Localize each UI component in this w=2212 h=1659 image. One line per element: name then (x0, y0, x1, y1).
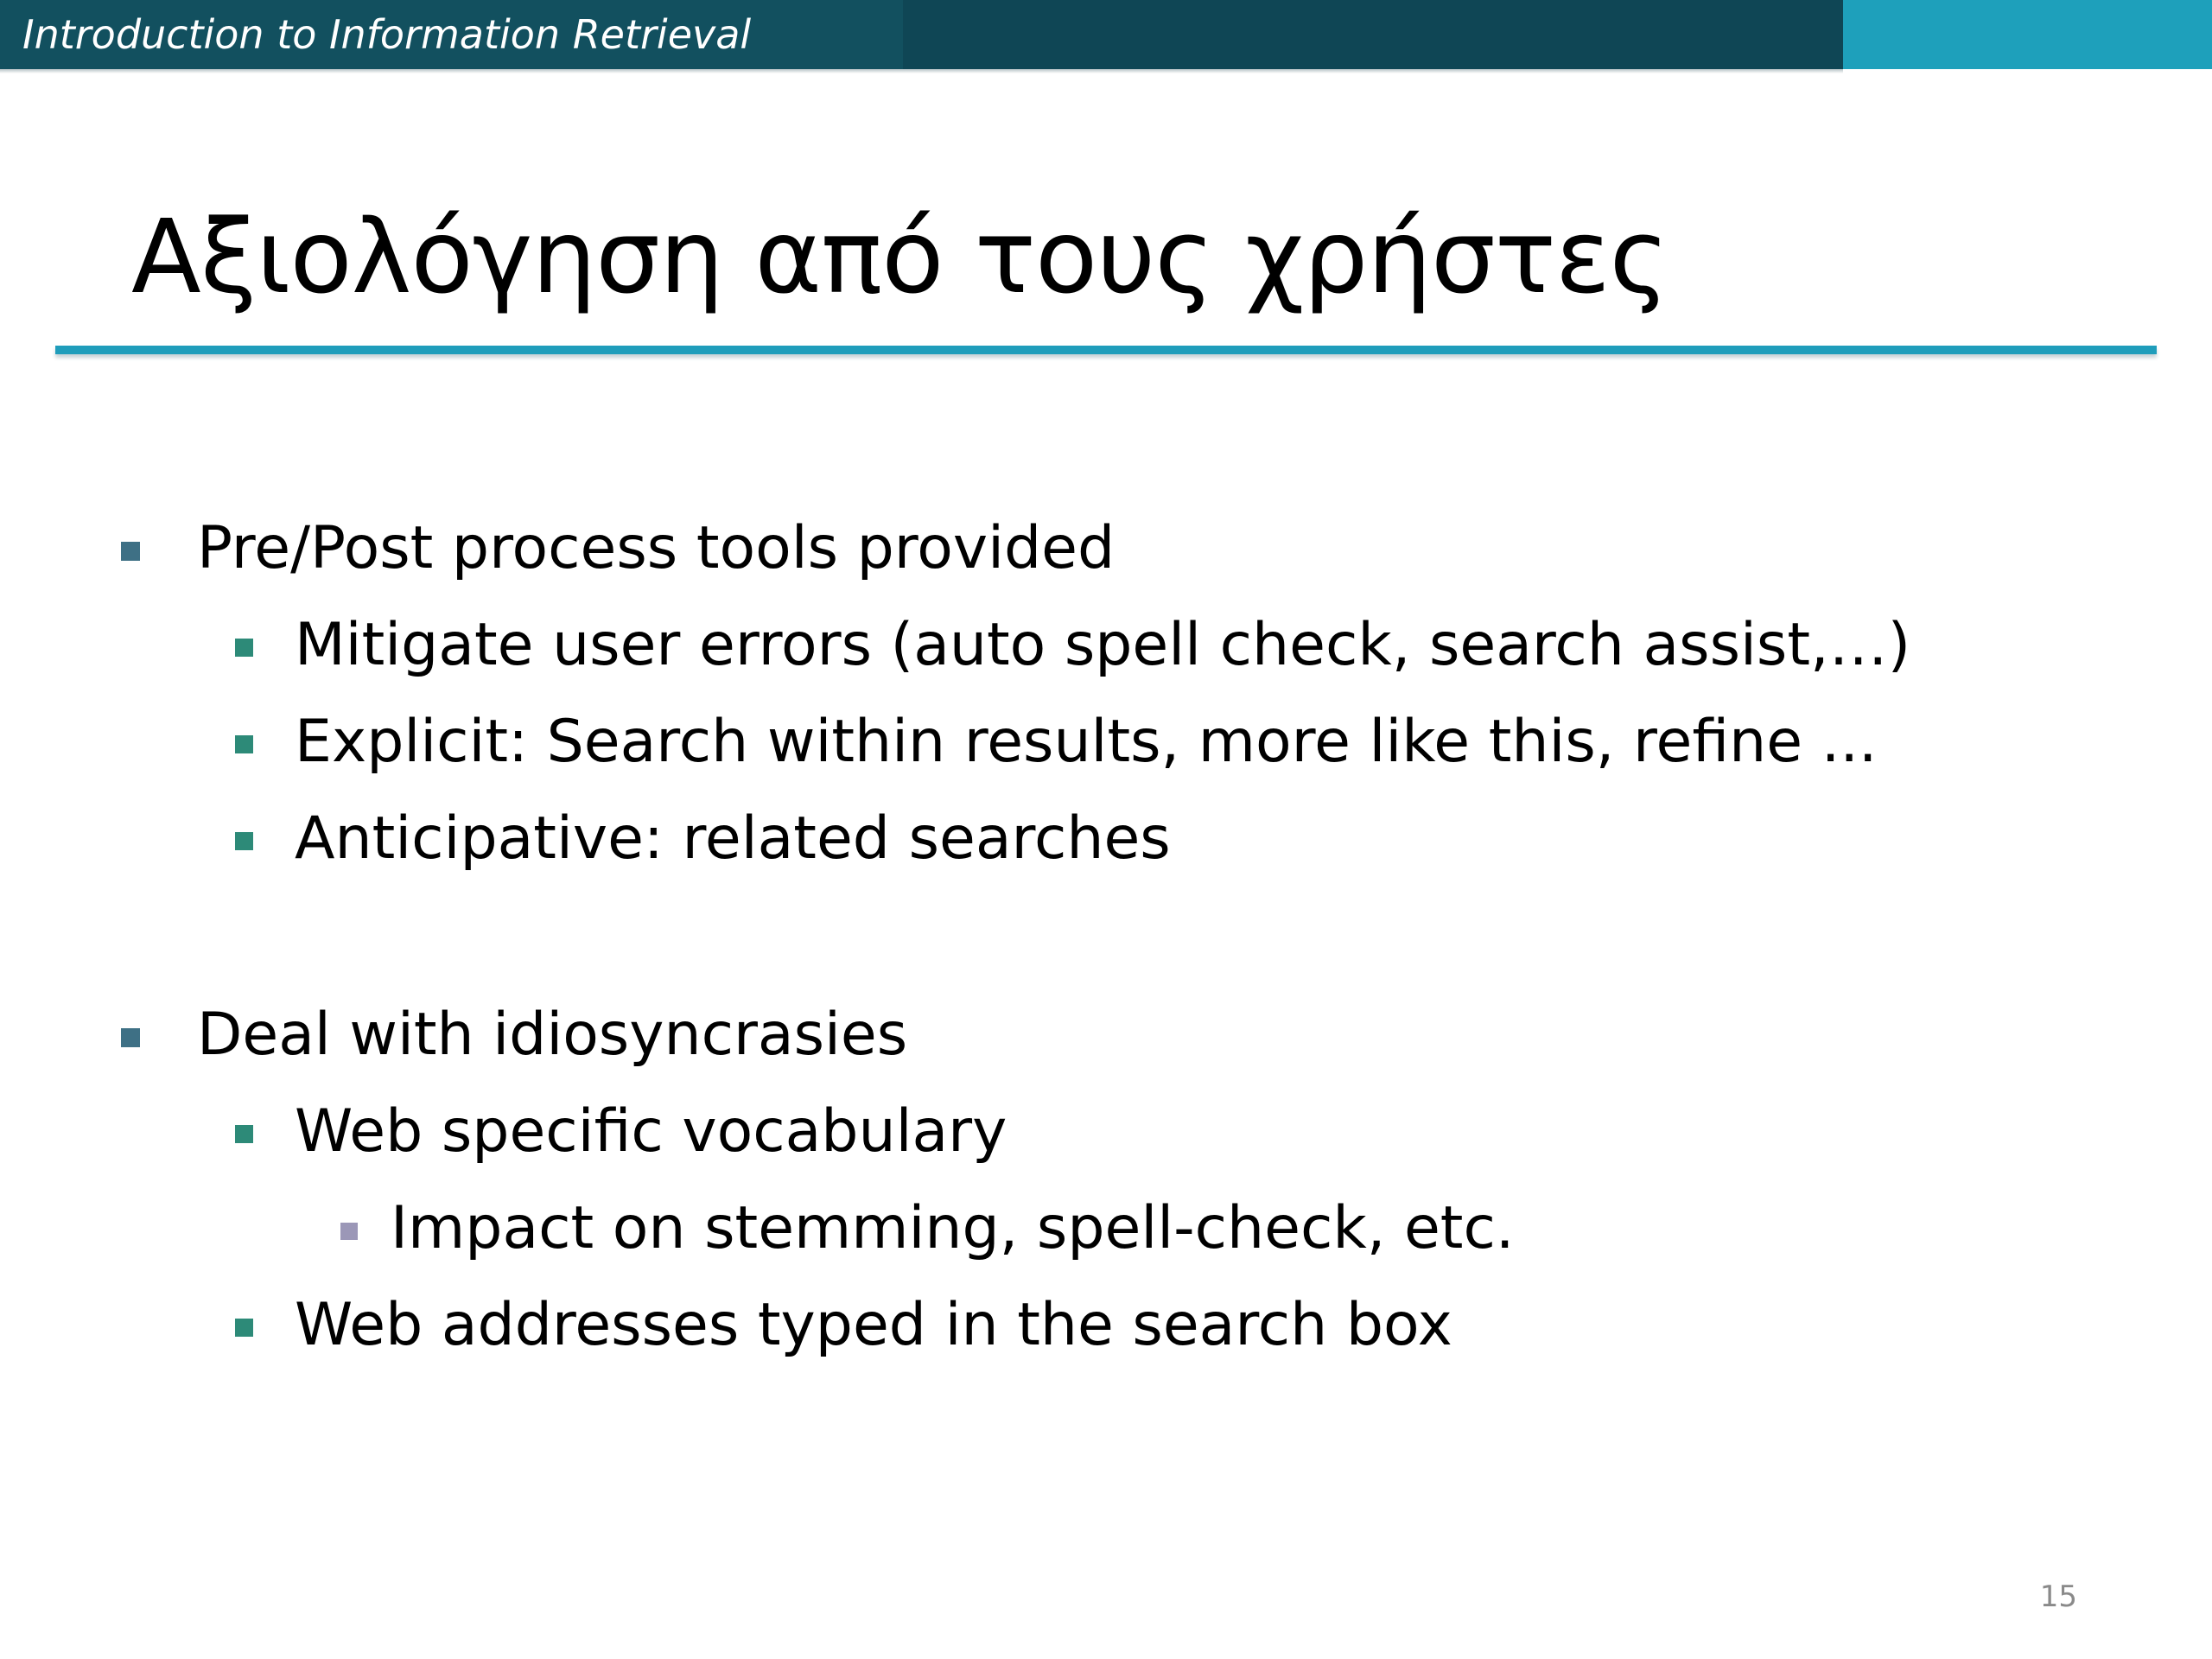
square-bullet-icon (235, 639, 253, 657)
page-number: 15 (2039, 1580, 2077, 1614)
square-bullet-icon (235, 832, 253, 850)
sub-bullet-item (295, 607, 1910, 684)
sub-bullet-item (295, 703, 1878, 781)
header-bar (0, 0, 2212, 69)
square-bullet-icon (235, 1125, 253, 1143)
bullet-text: Anticipative: related searches (295, 804, 1171, 873)
bullet-text: Web addresses typed in the search box (295, 1291, 1452, 1359)
square-bullet-icon (235, 1319, 253, 1337)
sub-bullet-item (295, 1093, 1007, 1171)
sub-sub-bullet-item (391, 1190, 1514, 1268)
header-segment-middle (903, 0, 1843, 69)
slide-title: Αξιολόγηση από τους χρήστες (131, 197, 1669, 316)
square-bullet-icon (340, 1223, 358, 1240)
square-bullet-icon (235, 735, 253, 753)
bullet-text: Mitigate user errors (auto spell check, search assist,…) (295, 611, 1911, 679)
header-segment-accent (1843, 0, 2212, 69)
header-shadow (0, 69, 1843, 73)
square-bullet-icon (121, 542, 140, 561)
bullet-text: Deal with idiosyncrasies (197, 1001, 908, 1069)
course-title: Introduction to Information Retrieval (22, 11, 752, 58)
bullet-item (197, 510, 1115, 588)
bullet-item (197, 996, 907, 1074)
sub-bullet-item (295, 1287, 1452, 1364)
bullet-text: Pre/Post process tools provided (197, 514, 1116, 582)
title-underline (55, 346, 2157, 354)
sub-bullet-item (295, 800, 1171, 878)
bullet-text: Impact on stemming, spell-check, etc. (391, 1194, 1515, 1262)
bullet-text: Explicit: Search within results, more like this, refine ... (295, 708, 1878, 776)
square-bullet-icon (121, 1028, 140, 1047)
bullet-text: Web specific vocabulary (295, 1097, 1007, 1166)
